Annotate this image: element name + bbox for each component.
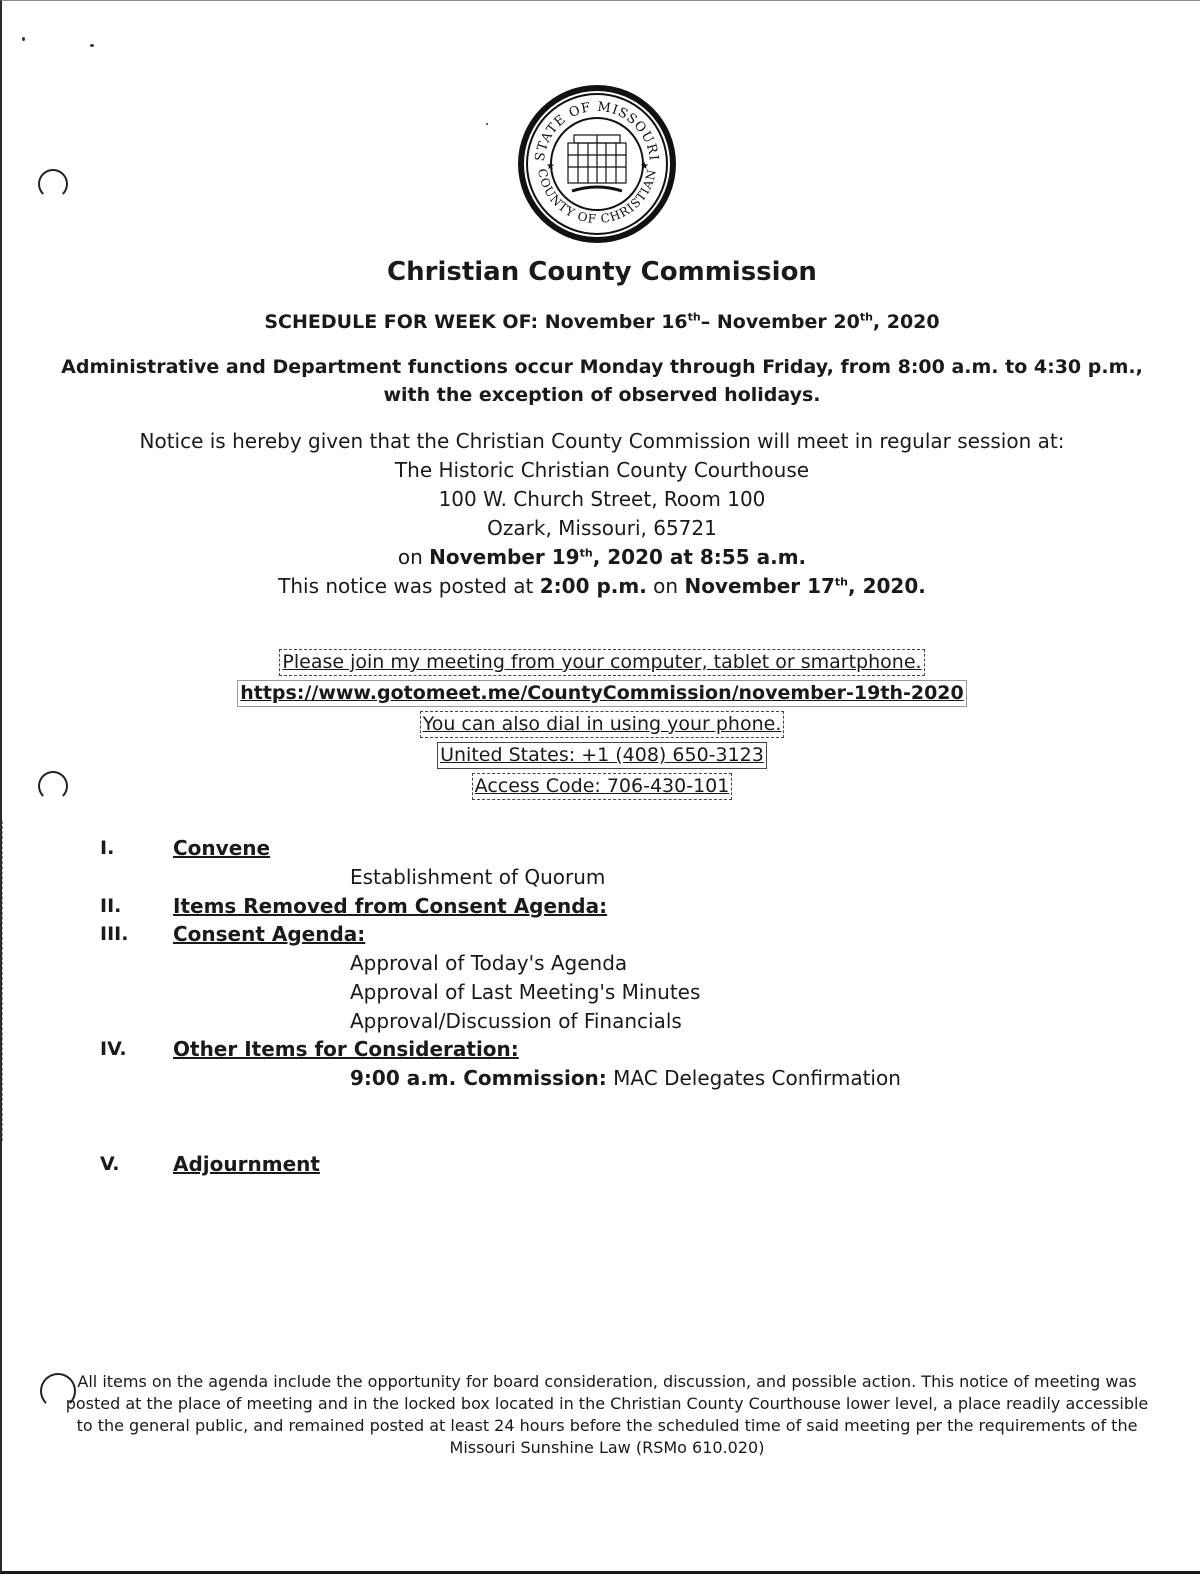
dial-in-text: You can also dial in using your phone.	[420, 711, 785, 738]
scan-speck	[22, 37, 25, 41]
notice-intro: Notice is hereby given that the Christian County Commission will meet in regular session at:	[139, 429, 1065, 453]
notice-street: 100 W. Church Street, Room 100	[438, 487, 766, 511]
agenda-heading-other-items: Other Items for Consideration:	[173, 1037, 519, 1061]
scan-edge	[2, 821, 7, 1141]
access-code: Access Code: 706-430-101	[472, 773, 733, 800]
seal-bottom-text: COUNTY OF CHRISTIAN	[535, 167, 659, 227]
join-meeting-text: Please join my meeting from your computer, tablet or smartphone.	[279, 649, 924, 676]
county-seal	[516, 83, 678, 245]
seal-top-text: STATE OF MISSOURI	[532, 99, 661, 163]
online-meeting-info	[2, 647, 1200, 802]
svg-text:★: ★	[640, 161, 649, 172]
agenda-number: IV.	[100, 1038, 127, 1060]
agenda-number: I.	[100, 837, 115, 859]
agenda-heading-adjournment: Adjournment	[173, 1152, 320, 1176]
agenda-subitem: Establishment of Quorum	[350, 865, 606, 889]
notice-meeting-datetime: on November 19th, 2020 at 8:55 a.m.	[397, 545, 807, 569]
scan-speck	[90, 44, 94, 47]
agenda-heading-consent: Consent Agenda:	[173, 922, 366, 946]
agenda-heading-items-removed: Items Removed from Consent Agenda:	[173, 894, 608, 918]
agenda-consideration-item: 9:00 a.m. Commission: MAC Delegates Confirmation	[350, 1066, 901, 1090]
scan-speck	[486, 123, 488, 125]
agenda-subitem: Approval of Last Meeting's Minutes	[350, 980, 701, 1004]
notice-place: The Historic Christian County Courthouse	[394, 458, 810, 482]
agenda-heading-convene: Convene	[173, 836, 271, 860]
admin-hours-notice: Administrative and Department functions occur Monday through Friday, from 8:00 a.m. to 4:30 p.m., with the exception of observed holidays.	[61, 356, 1143, 406]
agenda-subitem: Approval of Today's Agenda	[350, 951, 628, 975]
agenda-number: III.	[100, 923, 129, 945]
schedule-week-line: SCHEDULE FOR WEEK OF: November 16th– November 20th, 2020	[264, 310, 940, 333]
notice-posted: This notice was posted at 2:00 p.m. on November 17th, 2020.	[278, 574, 926, 598]
sunshine-law-footer: All items on the agenda include the opportunity for board consideration, discussion, and possible action. This notice of meeting was posted at the place of meeting and in the locked box located in the Christian County Courthouse lower level, a place readily accessible to the general public, and remained posted at least 24 hours before the scheduled time of said meeting per the requirements of the Missouri Sunshine Law (RSMo 610.020)	[65, 1372, 1149, 1457]
hole-punch-mark	[38, 169, 68, 199]
meeting-url-link[interactable]: https://www.gotomeet.me/CountyCommission/november-19th-2020	[237, 680, 967, 707]
agenda-subitem: Approval/Discussion of Financials	[350, 1009, 682, 1033]
agenda-number: II.	[100, 895, 122, 917]
phone-number: United States: +1 (408) 650-3123	[437, 742, 767, 769]
svg-text:★: ★	[546, 161, 555, 172]
page-title: Christian County Commission	[387, 257, 817, 287]
agenda-number: V.	[100, 1153, 120, 1175]
meeting-notice	[2, 427, 1200, 601]
notice-city: Ozark, Missouri, 65721	[487, 516, 717, 540]
